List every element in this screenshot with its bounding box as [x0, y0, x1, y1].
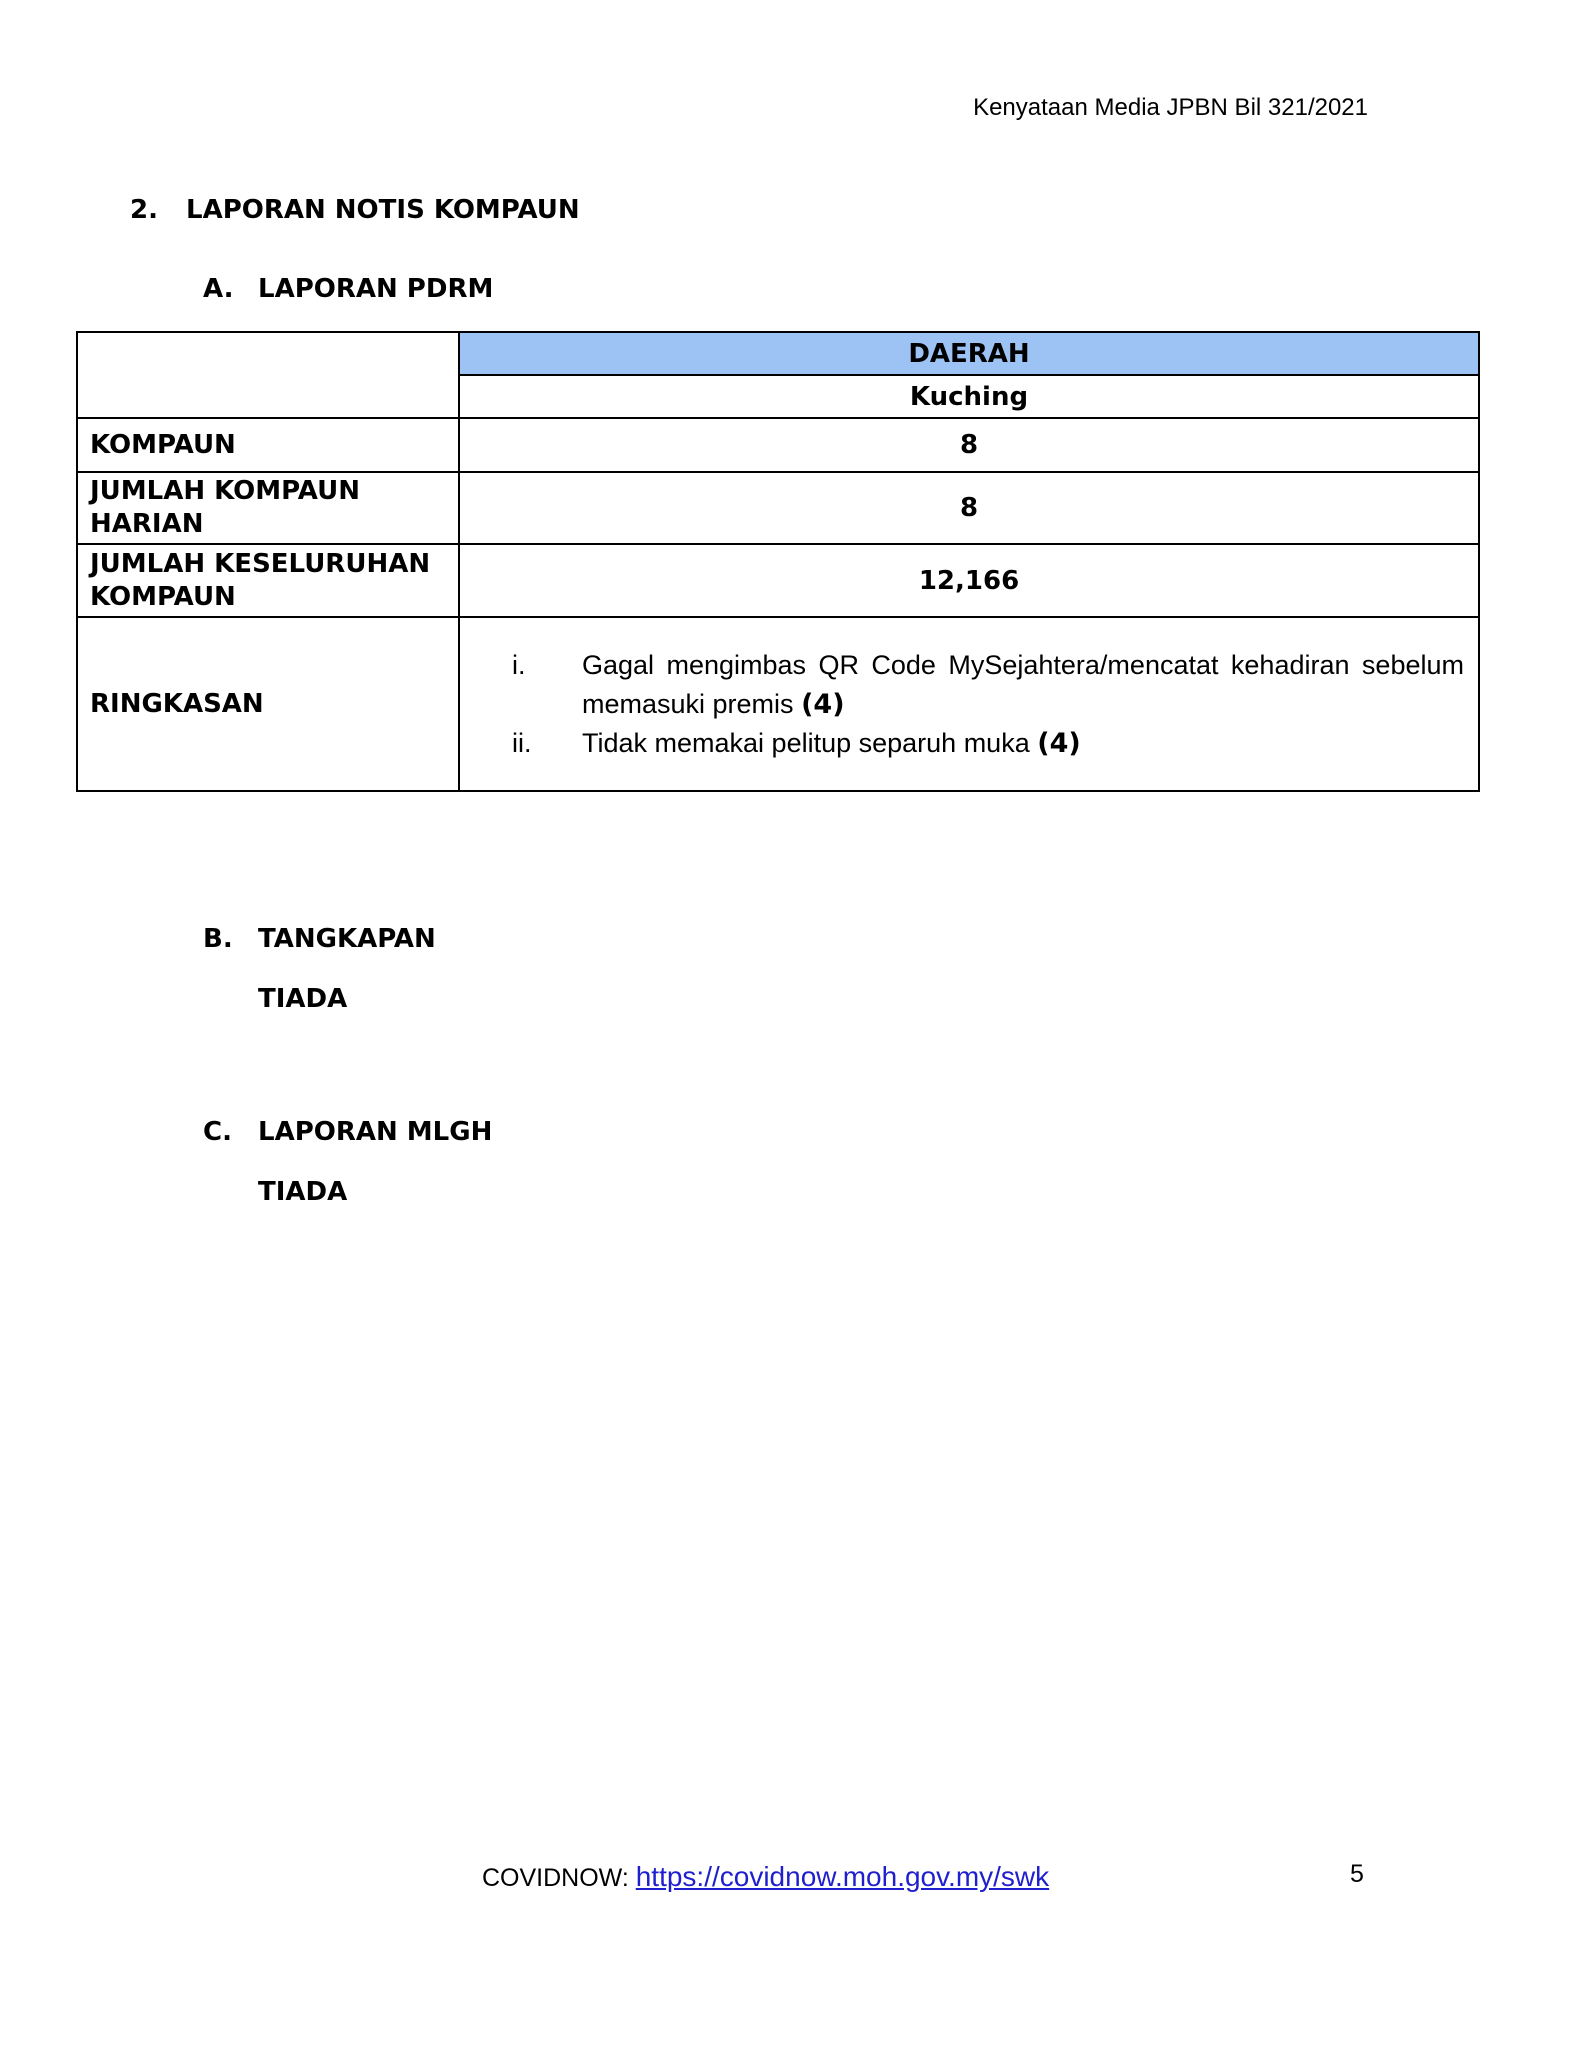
row-label-jumlah-harian	[77, 472, 459, 544]
table-row	[77, 617, 1479, 791]
table-header-row	[77, 332, 1479, 375]
document-reference: Kenyataan Media JPBN Bil 321/2021	[973, 94, 1368, 121]
list-item	[472, 724, 1464, 763]
subsection-b-heading	[203, 924, 436, 954]
summary-count: (4)	[1037, 727, 1081, 759]
daerah-header: DAERAH	[459, 332, 1479, 375]
row-label-line: JUMLAH KOMPAUN	[90, 476, 360, 506]
footer-label: COVIDNOW:	[482, 1864, 636, 1892]
row-value-kompaun: 8	[459, 418, 1479, 472]
section-number: 2.	[130, 195, 158, 225]
subsection-a-heading	[203, 274, 493, 304]
page-number: 5	[1350, 1860, 1364, 1888]
subsection-c-title: LAPORAN MLGH	[258, 1117, 493, 1147]
subsection-a-title: LAPORAN PDRM	[258, 274, 494, 304]
row-label-ringkasan: RINGKASAN	[77, 617, 459, 791]
compound-report-table	[76, 331, 1480, 792]
summary-text: Gagal mengimbas QR Code MySejahtera/mencatat kehadiran sebelum memasuki premis	[582, 649, 1464, 719]
summary-cell	[459, 617, 1479, 791]
empty-corner-cell	[77, 332, 459, 418]
list-item-text	[582, 724, 1464, 763]
table-row	[77, 472, 1479, 544]
subsection-b-title: TANGKAPAN	[258, 924, 436, 954]
list-item	[472, 646, 1464, 724]
list-marker: ii.	[512, 727, 532, 758]
row-label-jumlah-keseluruhan	[77, 544, 459, 617]
subsection-c-body: TIADA	[258, 1177, 348, 1207]
table-row	[77, 544, 1479, 617]
section-heading	[130, 195, 580, 225]
row-value-jumlah-keseluruhan: 12,166	[459, 544, 1479, 617]
row-label-kompaun: KOMPAUN	[77, 418, 459, 472]
row-label-line: HARIAN	[90, 509, 204, 539]
subsection-b-letter: B.	[203, 924, 233, 954]
row-value-jumlah-harian: 8	[459, 472, 1479, 544]
subsection-c-heading	[203, 1117, 492, 1147]
summary-text: Tidak memakai pelitup separuh muka	[582, 727, 1030, 758]
list-marker: i.	[512, 649, 526, 680]
district-name: Kuching	[459, 375, 1479, 418]
covidnow-link[interactable]: https://covidnow.moh.gov.my/swk	[635, 1861, 1050, 1892]
summary-list	[472, 646, 1466, 763]
subsection-c-letter: C.	[203, 1117, 232, 1147]
table-row	[77, 418, 1479, 472]
footer	[482, 1861, 1049, 1893]
summary-count: (4)	[801, 688, 845, 720]
list-item-text	[582, 646, 1464, 724]
subsection-a-letter: A.	[203, 274, 234, 304]
subsection-b-body: TIADA	[258, 984, 348, 1014]
row-label-line: KOMPAUN	[90, 581, 236, 612]
section-title: LAPORAN NOTIS KOMPAUN	[186, 195, 580, 225]
row-label-line: JUMLAH KESELURUHAN	[90, 548, 431, 579]
